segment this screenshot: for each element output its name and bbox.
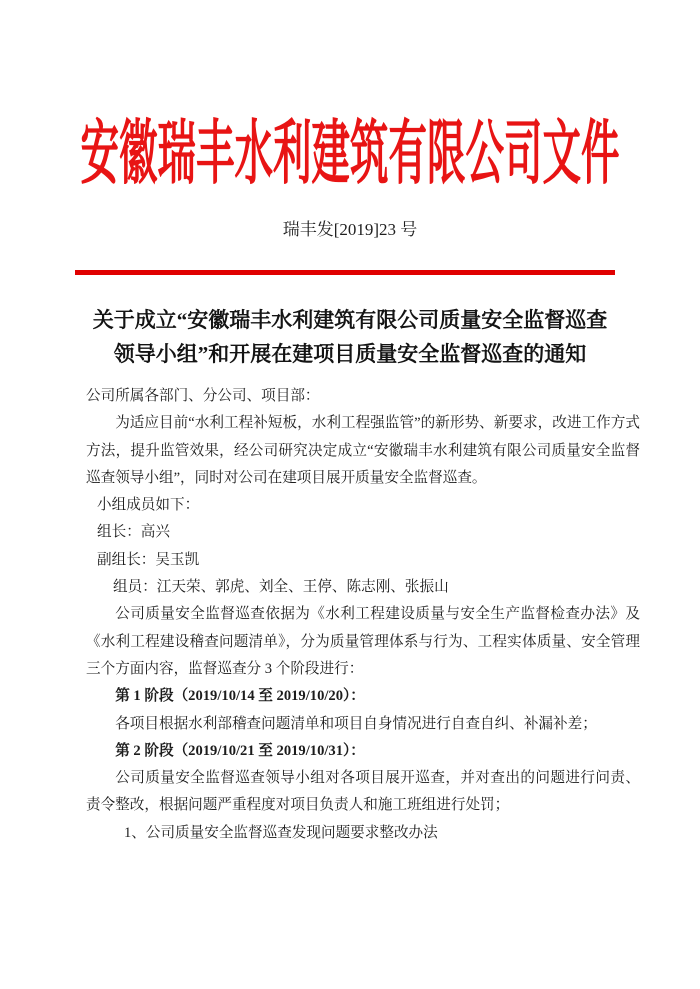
paragraph-purpose: 为适应目前“水利工程补短板，水利工程强监管”的新形势、新要求，改进工作方式方法，提升监管效果，经公司研究决定成立“安徽瑞丰水利建筑有限公司质量安全监督巡查领导小组”，同时对公司在建项目展开质量安全监督巡查。 bbox=[86, 415, 640, 486]
line-deputy-leader: 副组长：吴玉凯 bbox=[97, 551, 200, 568]
line-members: 组员：江天荣、郭虎、刘全、王停、陈志刚、张振山 bbox=[113, 579, 449, 596]
masthead bbox=[0, 0, 700, 200]
line-stage-1: 第 1 阶段（2019/10/14 至 2019/10/20）： bbox=[115, 688, 365, 705]
red-divider-line bbox=[75, 270, 615, 275]
line-group-leader: 组长：高兴 bbox=[97, 524, 170, 541]
paragraph-basis: 公司质量安全监督巡查依据为《水利工程建设质量与安全生产监督检查办法》及《水利工程建设稽查问题清单》，分为质量管理体系与行为、工程实体质量、安全管理三个方面内容，监督巡查分 3 个阶段进行： bbox=[86, 606, 640, 677]
document-body bbox=[86, 383, 640, 847]
line-rectification-measures: 1、公司质量安全监督巡查发现问题要求整改办法 bbox=[123, 824, 438, 841]
salutation-line: 公司所属各部门、分公司、项目部： bbox=[86, 388, 320, 404]
doc-number: 瑞丰发[2019]23 号 bbox=[282, 220, 418, 239]
document-title-line-1: 关于成立“安徽瑞丰水利建筑有限公司质量安全监督巡查 bbox=[92, 308, 608, 332]
document-title-line-2: 领导小组”和开展在建项目质量安全监督巡查的通知 bbox=[113, 342, 587, 366]
line-members-intro: 小组成员如下： bbox=[97, 497, 200, 514]
line-stage-2: 第 2 阶段（2019/10/21 至 2019/10/31）： bbox=[115, 742, 365, 759]
company-document-title: 安徽瑞丰水利建筑有限公司文件 bbox=[80, 116, 620, 193]
document-title bbox=[0, 303, 700, 371]
paragraph-stage2-action: 公司质量安全监督巡查领导小组对各项目展开巡查，并对查出的问题进行问责、责令整改，根据问题严重程度对项目负责人和施工班组进行处罚； bbox=[86, 770, 640, 814]
paragraph-stage1-action: 各项目根据水利部稽查问题清单和项目自身情况进行自查自纠、补漏补差； bbox=[115, 715, 597, 732]
